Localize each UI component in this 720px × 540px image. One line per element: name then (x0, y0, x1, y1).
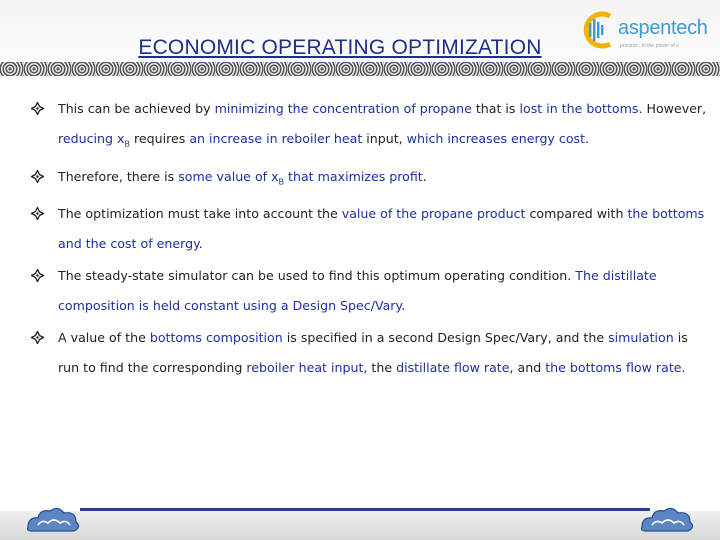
text-run: compared with (525, 206, 628, 222)
highlight-run: that maximizes profit (284, 168, 423, 184)
aspentech-logo-icon (580, 10, 616, 50)
highlight-run: reducing x (58, 131, 125, 146)
bullet-list (31, 94, 711, 385)
highlight-run: minimizing the concentration of propane (214, 101, 472, 116)
cloud-ornament-icon (638, 505, 696, 537)
bullet-text (58, 206, 704, 251)
text-run: The optimization must take into account the (58, 206, 342, 222)
highlight-run: which increases energy cost (406, 131, 586, 146)
highlight-run: the bottoms and the cost of energy (58, 206, 705, 252)
highlight-run: distillate flow rate (396, 360, 510, 376)
highlight-run: simulation (608, 330, 674, 346)
text-run: . However, (638, 101, 707, 116)
bullet-item (31, 323, 711, 383)
bullet-item (31, 94, 711, 160)
diamond-bullet-icon (31, 331, 44, 344)
subscript: B (278, 177, 285, 187)
text-run: The steady-state simulator can be used to find this optimum operating condition. (58, 268, 576, 284)
slide-title: ECONOMIC OPERATING OPTIMIZATION (138, 36, 542, 59)
text-run: requires (129, 131, 190, 146)
text-run: input, (362, 131, 407, 146)
text-run: is specified in a second Design Spec/Vary, and the (282, 330, 609, 346)
logo-wordmark: aspentech (618, 17, 708, 39)
logo-tagline: process . to the power of e (620, 43, 679, 49)
bullet-text (58, 101, 707, 149)
highlight-run: The distillate composition is held constant using a Design Spec/Vary (58, 268, 657, 314)
text-run: that is (471, 101, 520, 116)
cloud-ornament-icon (24, 505, 82, 537)
text-run: . (585, 131, 590, 146)
bullet-item (31, 261, 711, 321)
text-run: . (198, 236, 203, 252)
text-run: is run to find the corresponding (58, 330, 688, 376)
text-run: , and (509, 360, 546, 376)
text-run: . (401, 298, 406, 314)
text-run: , the (363, 360, 397, 376)
text-run: A value of the (58, 330, 150, 346)
highlight-run: bottoms composition (149, 330, 283, 346)
bullet-item (31, 199, 711, 259)
highlight-run: the bottoms flow rate (545, 360, 682, 376)
text-run: This can be achieved by (58, 101, 215, 116)
bullet-text (58, 268, 657, 313)
diamond-bullet-icon (31, 269, 44, 282)
highlight-run: lost in the bottoms (519, 101, 639, 116)
text-run: Therefore, there is (58, 168, 179, 184)
diamond-bullet-icon (31, 170, 44, 183)
highlight-run: an increase in reboiler heat (189, 131, 363, 146)
footer-rule (80, 508, 650, 511)
aspentech-logo (580, 10, 715, 56)
text-run: . (422, 168, 427, 184)
subscript: B (124, 139, 130, 149)
footer-band (0, 511, 720, 540)
highlight-run: some value of x (178, 168, 279, 184)
bullet-item (31, 162, 711, 198)
highlight-run: reboiler heat input (246, 360, 364, 376)
diamond-bullet-icon (31, 102, 44, 115)
bullet-text (58, 330, 688, 375)
text-run: . (681, 360, 686, 376)
highlight-run: value of the propane product (341, 206, 526, 222)
diamond-bullet-icon (31, 207, 44, 220)
bullet-text (58, 168, 427, 187)
header-ornament-band (0, 62, 720, 76)
